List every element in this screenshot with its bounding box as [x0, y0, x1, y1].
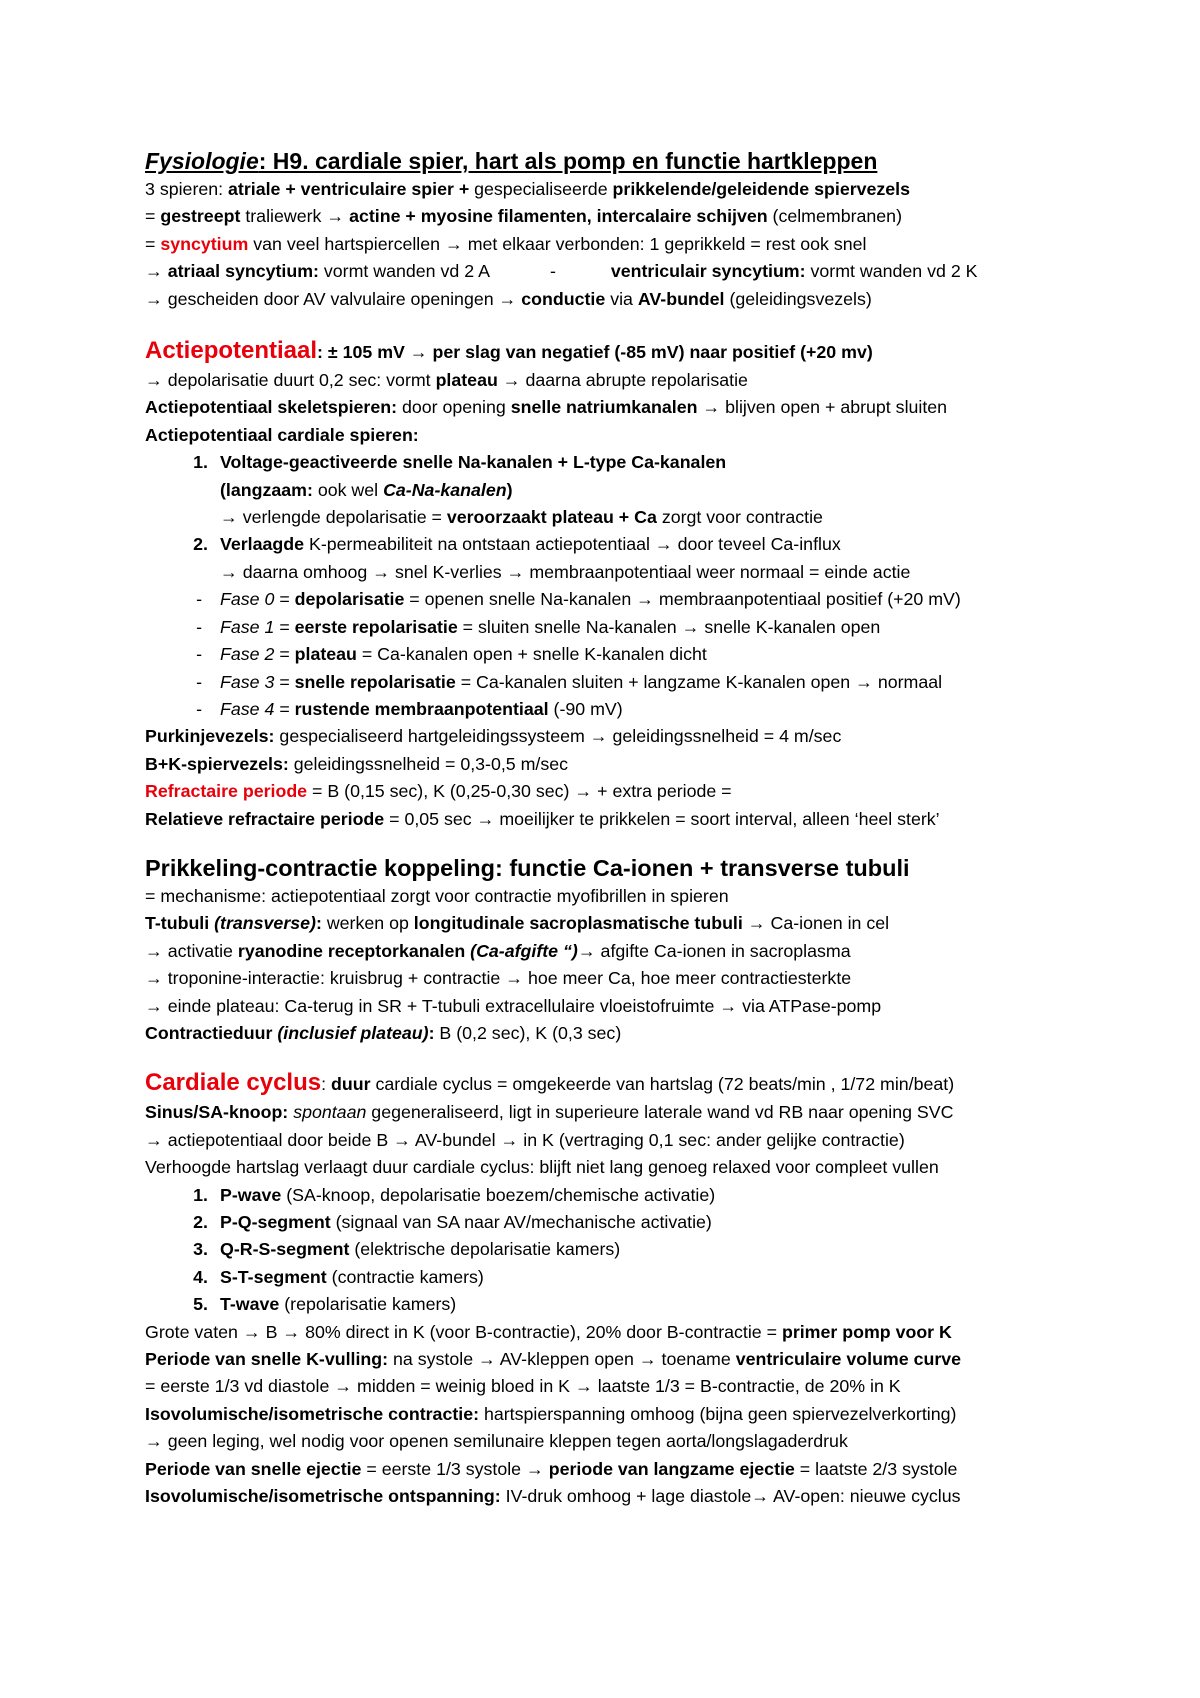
wave-item: 4. S-T-segment (contractie kamers) [193, 1266, 484, 1287]
list-item: 2. Verlaagde K-permeabiliteit na ontstaan actiepotentiaal → door teveel Ca-influx [193, 534, 841, 555]
page-title [145, 146, 1075, 176]
prik-line-4: → troponine-interactie: kruisbrug + contractie → hoe meer Ca, hoe meer contractiesterkte [145, 968, 852, 989]
cycl-line-4: Verhoogde hartslag verlaagt duur cardiale cyclus: blijft niet lang genoeg relaxed voor compleet vullen [145, 1157, 939, 1178]
cycl-g5: → geen leging, wel nodig voor openen semilunaire kleppen tegen aorta/longslagaderdruk [145, 1431, 848, 1452]
wave-item: 2. P-Q-segment (signaal van SA naar AV/mechanische activatie) [193, 1212, 712, 1232]
intro-line-3: = syncytium van veel hartspiercellen → met elkaar verbonden: 1 geprikkeld = rest ook snel [145, 233, 867, 254]
cycl-line-3: → actiepotentiaal door beide B → AV-bundel → in K (vertraging 0,1 sec: ander gelijke contractie) [145, 1129, 905, 1150]
bk-line: B+K-spiervezels: geleidingssnelheid = 0,3-0,5 m/sec [145, 753, 569, 774]
section-heading-cardiale-cyclus: Cardiale cyclus: duur cardiale cyclus = omgekeerde van hartslag (72 beats/min , 1/72 min/beat) [145, 1069, 955, 1097]
list-item: 1. Voltage-geactiveerde snelle Na-kanalen + L-type Ca-kanalen [193, 452, 727, 473]
fase-item: - Fase 0 = depolarisatie = openen snelle Na-kanalen → membraanpotentiaal positief (+20 mV) [196, 589, 961, 610]
wave-item: 5. T-wave (repolarisatie kamers) [193, 1294, 457, 1315]
list-item-cont: (langzaam: ook wel Ca-Na-kanalen) [220, 479, 513, 500]
prik-line-6: Contractieduur (inclusief plateau): B (0,2 sec), K (0,3 sec) [145, 1022, 622, 1043]
fase-item: - Fase 4 = rustende membraanpotentiaal (-90 mV) [196, 698, 623, 719]
cycl-g2: Periode van snelle K-vulling: na systole → AV-kleppen open → toename ventriculaire volume curve [145, 1349, 962, 1370]
actie-line-4: Actiepotentiaal cardiale spieren: [145, 424, 419, 445]
intro-line-4: → atriaal syncytium: vormt wanden vd 2 A - ventriculair syncytium: vormt wanden vd 2 K [145, 261, 978, 282]
cycl-g3: = eerste 1/3 vd diastole → midden = weinig bloed in K → laatste 1/3 = B-contractie, de 20% in K [145, 1376, 901, 1397]
refractaire-line: Refractaire periode = B (0,15 sec), K (0,25-0,30 sec) → + extra periode = [145, 781, 732, 802]
wave-item: 3. Q-R-S-segment (elektrische depolarisatie kamers) [193, 1239, 621, 1260]
prik-line-3: → activatie ryanodine receptorkanalen (Ca-afgifte “)→ afgifte Ca-ionen in sacroplasma [145, 940, 851, 961]
intro-line-2: = gestreept traliewerk → actine + myosine filamenten, intercalaire schijven (celmembranen) [145, 206, 902, 227]
intro-line-5: → gescheiden door AV valvulaire openingen → conductie via AV-bundel (geleidingsvezels) [145, 288, 872, 309]
section-heading-prikkeling: Prikkeling-contractie koppeling: functie Ca-ionen + transverse tubuli [145, 854, 910, 881]
intro-line-1: 3 spieren: atriale + ventriculaire spier + gespecialiseerde prikkelende/geleidende spiervezels [145, 179, 911, 199]
title-subject: Fysiologie [145, 148, 259, 174]
purkinje-line: Purkinjevezels: gespecialiseerd hartgeleidingssysteem → geleidingssnelheid = 4 m/sec [145, 726, 842, 747]
cycl-g4: Isovolumische/isometrische contractie: hartspierspanning omhoog (bijna geen spiervezelverkorting) [145, 1403, 957, 1424]
actie-line-2: → depolarisatie duurt 0,2 sec: vormt plateau → daarna abrupte repolarisatie [145, 370, 748, 391]
fase-item: - Fase 1 = eerste repolarisatie = sluiten snelle Na-kanalen → snelle K-kanalen open [196, 616, 881, 637]
wave-item: 1. P-wave (SA-knoop, depolarisatie boezem/chemische activatie) [193, 1184, 716, 1205]
fase-item: - Fase 2 = plateau = Ca-kanalen open + snelle K-kanalen dicht [196, 644, 707, 665]
prik-line-5: → einde plateau: Ca-terug in SR + T-tubuli extracellulaire vloeistofruimte → via ATPase-pomp [145, 995, 882, 1016]
document-page [145, 146, 1075, 1510]
list-item-cont: → daarna omhoog → snel K-verlies → membraanpotentiaal weer normaal = einde actie [220, 561, 911, 582]
cycl-line-2: Sinus/SA-knoop: spontaan gegeneraliseerd, ligt in superieure laterale wand vd RB naar opening SVC [145, 1102, 954, 1123]
prik-line-2: T-tubuli (transverse): werken op longitudinale sacroplasmatische tubuli → Ca-ionen in cel [145, 913, 890, 934]
actie-line-3: Actiepotentiaal skeletspieren: door opening snelle natriumkanalen → blijven open + abrupt sluiten [145, 397, 948, 418]
title-text: : H9. cardiale spier, hart als pomp en functie hartkleppen [258, 148, 878, 174]
prik-line-1: = mechanisme: actiepotentiaal zorgt voor contractie myofibrillen in spieren [145, 885, 729, 906]
cycl-g1: Grote vaten → B → 80% direct in K (voor B-contractie), 20% door B-contractie = primer pomp voor K [145, 1321, 952, 1342]
fase-item: - Fase 3 = snelle repolarisatie = Ca-kanalen sluiten + langzame K-kanalen open → normaal [196, 671, 943, 692]
section-heading-actiepotentiaal: Actiepotentiaal: ± 105 mV → per slag van negatief (-85 mV) naar positief (+20 mv) [145, 337, 873, 365]
relatieve-line: Relatieve refractaire periode = 0,05 sec → moeilijker te prikkelen = soort interval, alleen ‘heel sterk’ [145, 808, 940, 829]
cycl-g6: Periode van snelle ejectie = eerste 1/3 systole → periode van langzame ejectie = laatste 2/3 systole [145, 1458, 958, 1479]
cycl-g7: Isovolumische/isometrische ontspanning: IV-druk omhoog + lage diastole→ AV-open: nieuwe cyclus [145, 1486, 961, 1507]
list-item-cont: → verlengde depolarisatie = veroorzaakt plateau + Ca zorgt voor contractie [220, 507, 823, 528]
